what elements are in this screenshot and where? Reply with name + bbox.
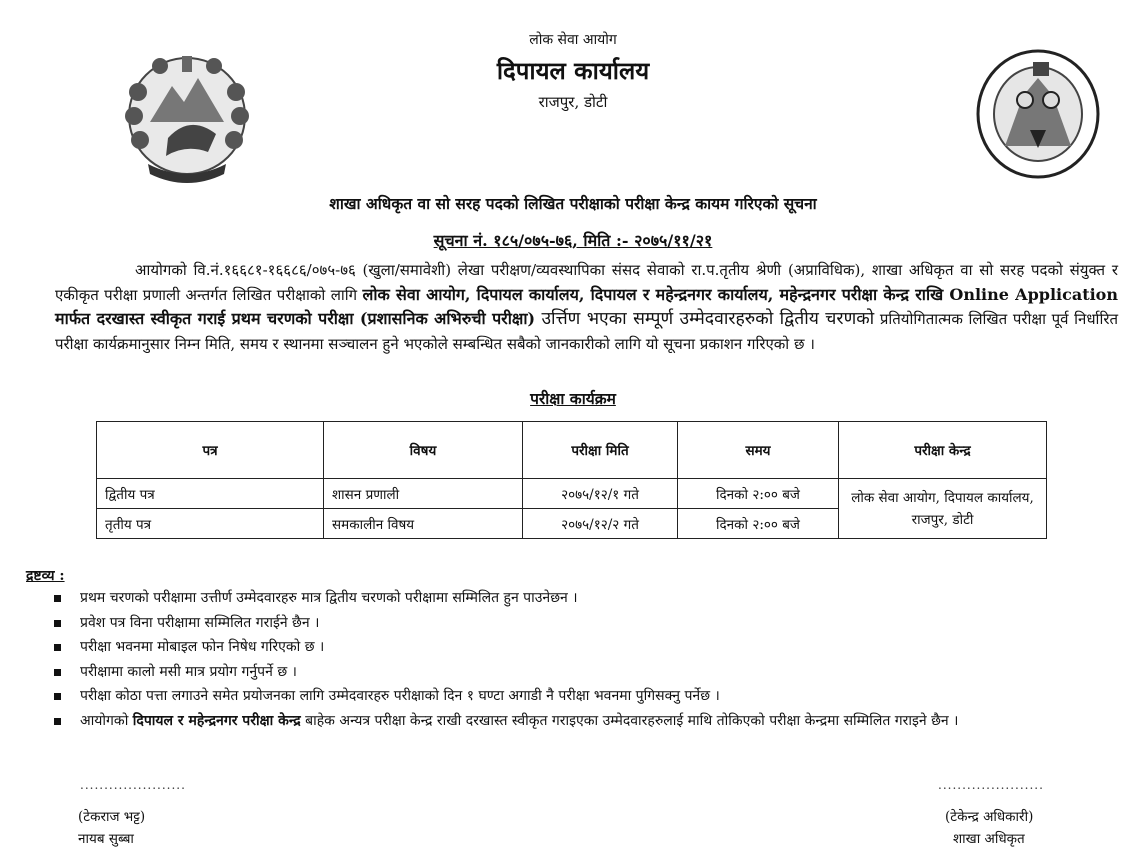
cell-time: दिनको २:०० बजे (678, 479, 839, 509)
bullet-icon (54, 595, 61, 602)
list-item (52, 709, 1102, 734)
cell-date: २०७५/१२/१ गते (523, 479, 678, 509)
bullet-icon (54, 718, 61, 725)
signatory-right-name: (टेकेन्द्र अधिकारी) (945, 809, 1034, 825)
bullet-icon (54, 644, 61, 651)
program-title-text: परीक्षा कार्यक्रम (530, 389, 616, 408)
cell-exam-center: लोक सेवा आयोग, दिपायल कार्यालय, राजपुर, डोटी (839, 479, 1047, 539)
signatory-right-title: शाखा अधिकृत (953, 831, 1025, 847)
list-item (52, 660, 1102, 685)
table-header-row (97, 422, 1047, 479)
bullet-icon (54, 669, 61, 676)
body-text-1: आयोगको वि.नं.१६६८१-१६६८६/०७५-७६ (खुला/समावेशी) लेखा परीक्षण/व्यवस्थापिका संसद सेवाको रा.प.तृतीय श्रेणी (अप्राविधिक), शाखा अधिकृत वा सो सरह पदको संयुक्त र एकीकृत परीक्षा प्रणाली अन्तर्गत लिखित परीक्षाको लागि (55, 261, 1118, 304)
nepal-emblem-icon (120, 52, 254, 186)
body-text-2: प्रतियोगितात्मक लिखित परीक्षा पूर्व निर्धारित परीक्षा कार्यक्रमानुसार निम्न मिति, समय र स्थानमा सञ्चालन हुने भएकोले सम्बन्धित सबैको जानकारीको लागि यो सूचना प्रकाशन गरिएको छ । (55, 310, 1119, 353)
cell-subject: समकालीन विषय (324, 509, 523, 539)
notice-body (55, 258, 1118, 356)
header-center: परीक्षा केन्द्र (839, 422, 1047, 479)
signature-line-left: ...................... (80, 778, 186, 792)
exam-schedule-table (96, 421, 1047, 539)
note-text: परीक्षा कोठा पत्ता लगाउने समेत प्रयोजनका लागि उम्मेदवारहरु परीक्षाको दिन १ घण्टा अगाडी नै परीक्षा भवनमा पुगिसक्नु पर्नेछ । (80, 688, 720, 704)
notice-number (0, 229, 1146, 251)
header-date: परीक्षा मिति (523, 422, 678, 479)
notice-number-text: सूचना नं. १८५/०७५-७६, मिति :- २०७५/११/२१ (433, 231, 713, 250)
body-bold-text: लोक सेवा आयोग, दिपायल कार्यालय, दिपायल र महेन्द्रनगर कार्यालय, महेन्द्रनगर परीक्षा केन्द्र राखि Online Application मार्फत दरखास्त स्वीकृत गराई प्रथम चरणको परीक्षा (प्रशासनिक अभिरुची परीक्षा) (55, 284, 1118, 328)
cell-subject: शासन प्रणाली (324, 479, 523, 509)
list-item (52, 586, 1102, 611)
header-paper: पत्र (97, 422, 324, 479)
list-item (52, 684, 1102, 709)
cell-time: दिनको २:०० बजे (678, 509, 839, 539)
office-location: राजपुर, डोटी (538, 93, 608, 111)
signatory-left-title: नायब सुब्बा (78, 831, 134, 847)
header-subject: विषय (324, 422, 523, 479)
signatory-left-name: (टेकराज भट्ट) (78, 809, 146, 825)
signature-line-right: ...................... (938, 778, 1044, 792)
notes-title: द्रष्टव्य : (26, 568, 65, 584)
signatory-right (945, 806, 1033, 850)
office-title: दिपायल कार्यालय (496, 56, 650, 85)
table-row (97, 479, 1047, 509)
note-text: प्रथम चरणको परीक्षामा उत्तीर्ण उम्मेदवारहरु मात्र द्वितीय चरणको परीक्षामा सम्मिलित हुन पाउनेछन । (80, 590, 578, 606)
note-text: प्रवेश पत्र विना परीक्षामा सम्मिलित गराईने छैन । (80, 614, 320, 631)
psc-seal-icon (975, 48, 1101, 180)
cell-date: २०७५/१२/२ गते (523, 509, 678, 539)
note-text: परीक्षामा कालो मसी मात्र प्रयोग गर्नुपर्ने छ । (80, 663, 297, 680)
note-text-post: बाहेक अन्यत्र परीक्षा केन्द्र राखी दरखास्त स्वीकृत गराइएका उम्मेदवारहरुलाई माथि तोकिएको परीक्षा केन्द्रमा सम्मिलित गराइने छैन । (300, 712, 959, 729)
body-large-text: उर्त्तिण भएका सम्पूर्ण उम्मेदवारहरुको द्वितीय चरणको (535, 309, 875, 329)
signatory-left (78, 806, 145, 850)
note-text-bold: दिपायल र महेन्द्रनगर परीक्षा केन्द्र (132, 712, 301, 729)
list-item (52, 611, 1102, 636)
header-time: समय (678, 422, 839, 479)
organization-name: लोक सेवा आयोग (529, 32, 617, 48)
bullet-icon (54, 620, 61, 627)
list-item (52, 635, 1102, 660)
cell-paper: तृतीय पत्र (97, 509, 324, 539)
program-title (0, 387, 1146, 409)
notes-list (52, 586, 1102, 733)
note-text: परीक्षा भवनमा मोबाइल फोन निषेध गरिएको छ । (80, 639, 325, 655)
notice-subject: शाखा अधिकृत वा सो सरह पदको लिखित परीक्षाको परीक्षा केन्द्र कायम गरिएको सूचना (329, 194, 817, 213)
cell-paper: द्वितीय पत्र (97, 479, 324, 509)
note-text-pre: आयोगको (80, 712, 133, 729)
bullet-icon (54, 693, 61, 700)
